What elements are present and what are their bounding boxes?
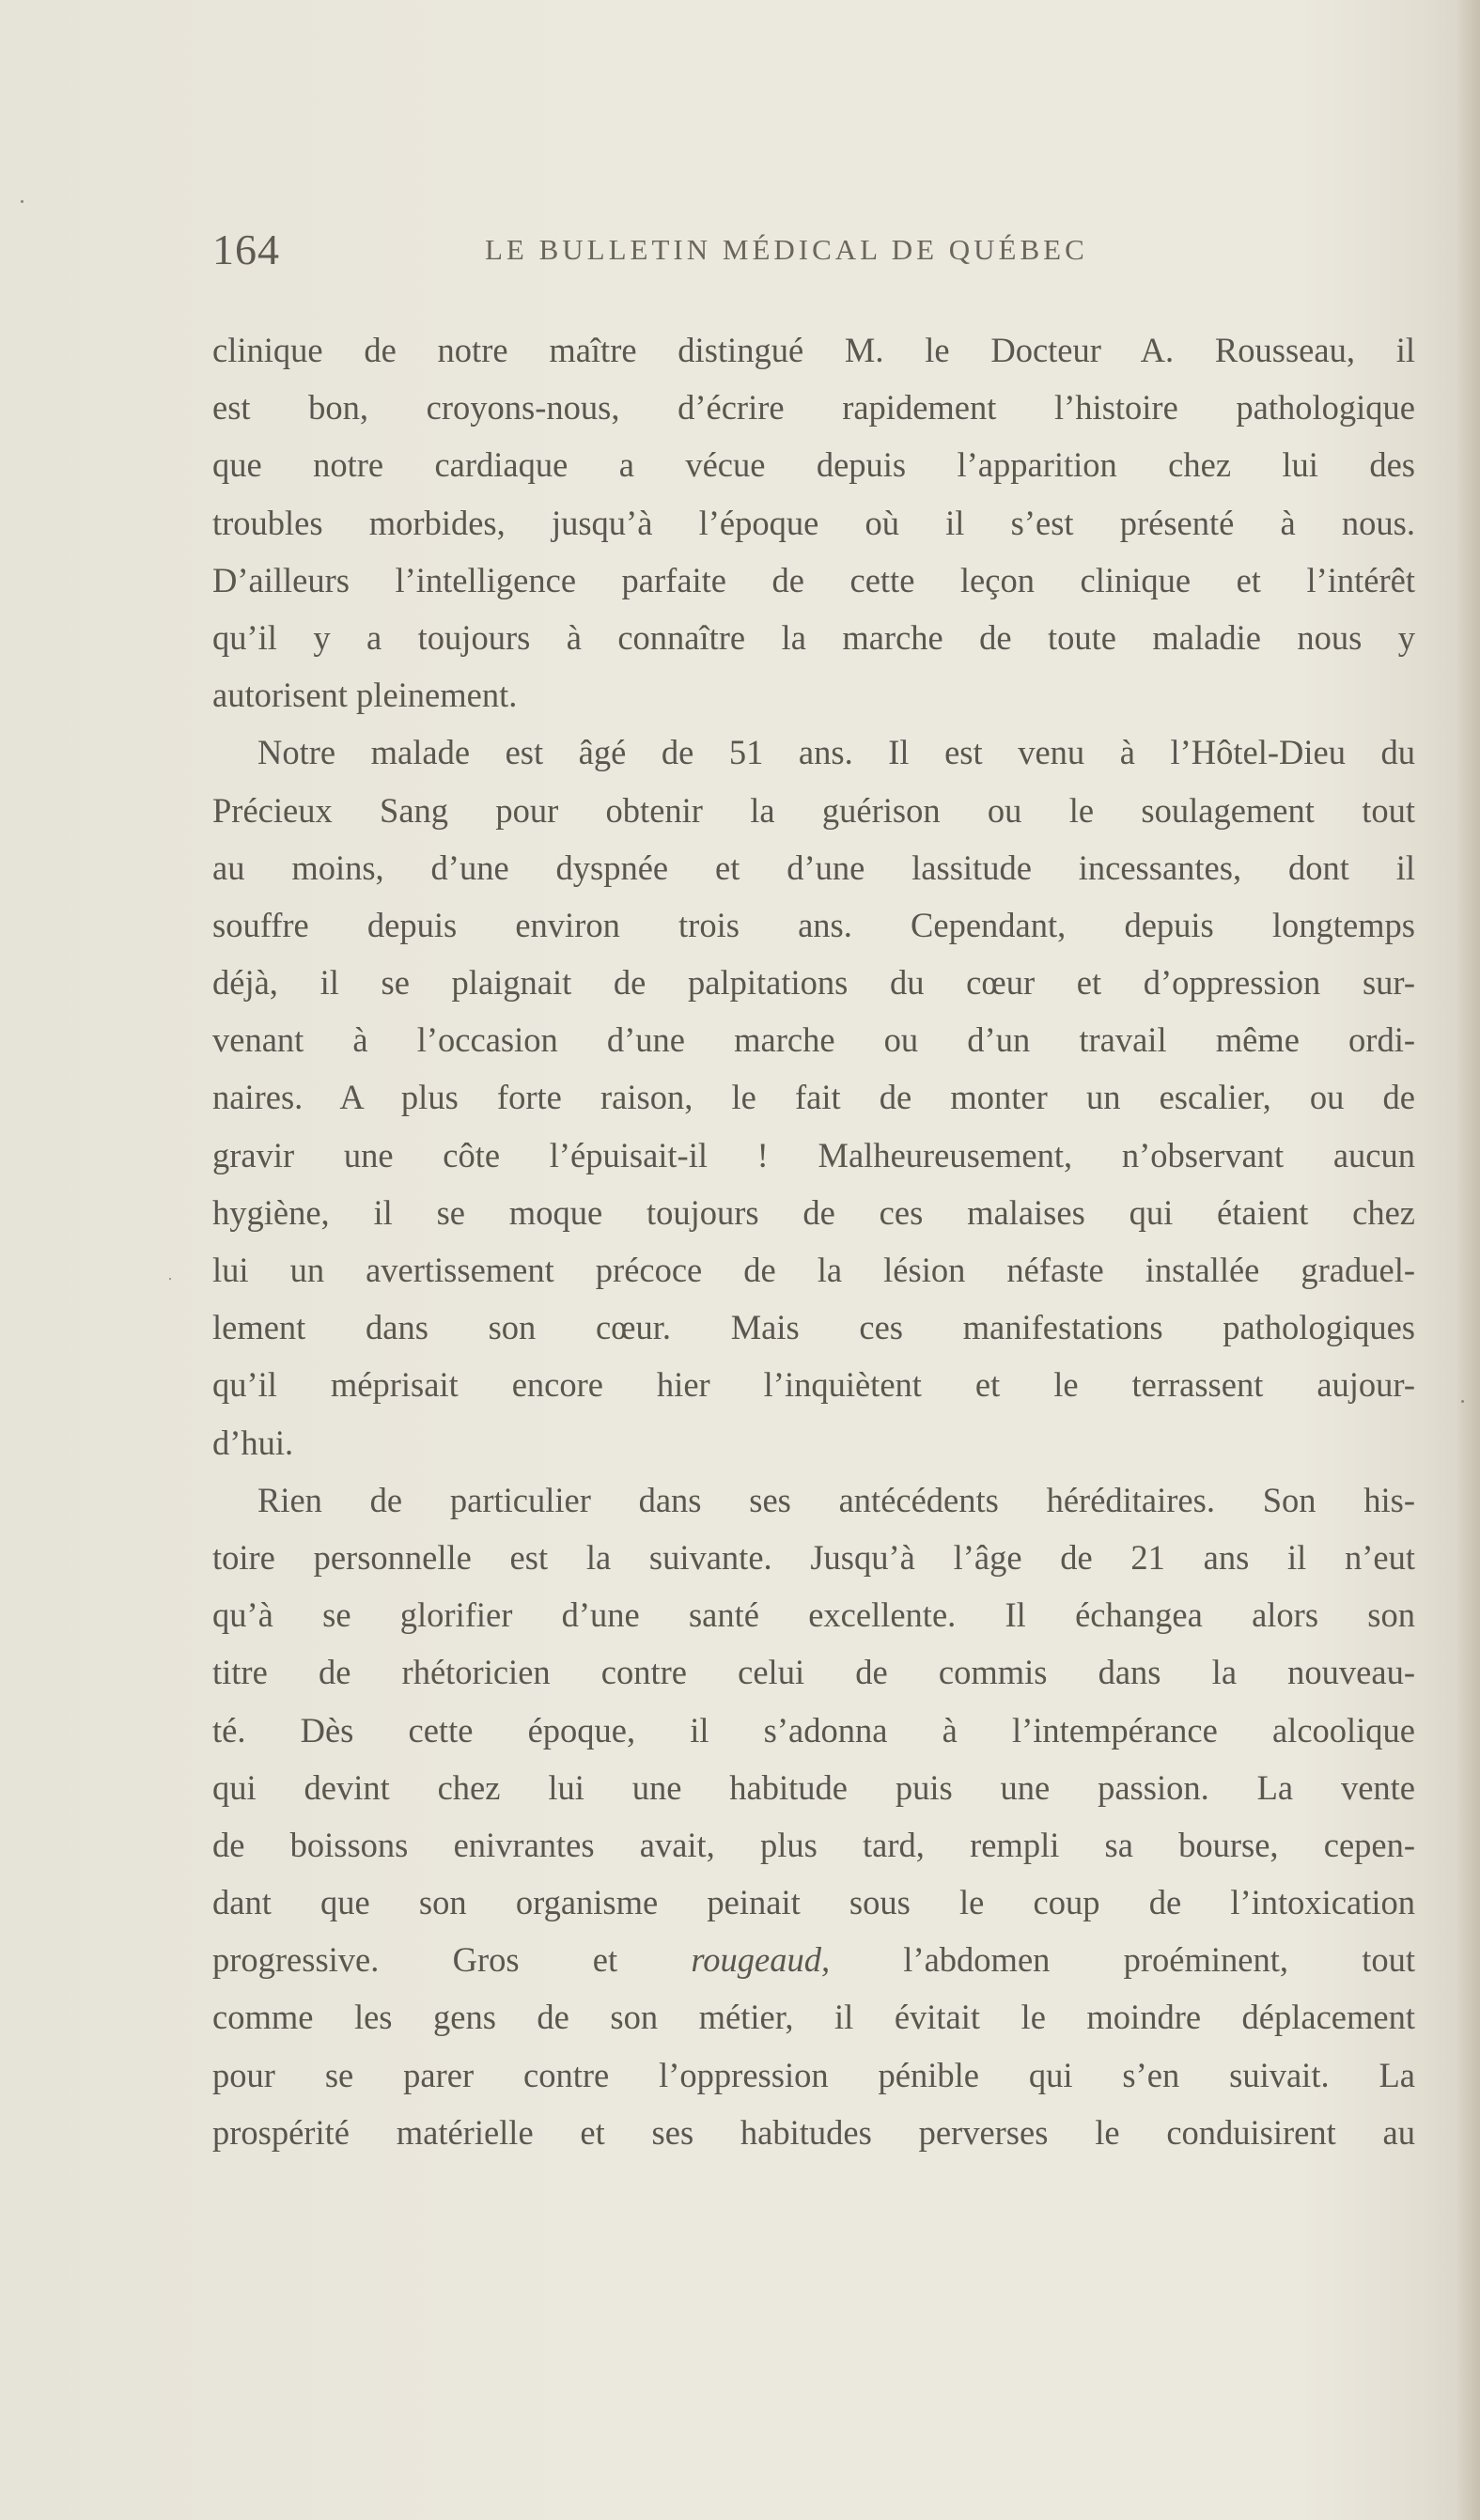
italic-word: rougeaud, — [691, 1940, 831, 1980]
text-line: pour se parer contre l’oppression pénible qui s’en suivait. La — [212, 2055, 1415, 2094]
text-line: troubles morbides, jusqu’à l’époque où il s’est présenté à nous. — [212, 503, 1415, 542]
text-line: Rien de particulier dans ses antécédents héréditaires. Son his- — [257, 1480, 1415, 1519]
text-line: qu’à se glorifier d’une santé excellente. Il échangea alors son — [212, 1595, 1415, 1635]
text-line: autorisent pleinement. — [212, 676, 518, 715]
text-line: au moins, d’une dyspnée et d’une lassitude incessantes, dont il — [212, 848, 1415, 887]
text-line: clinique de notre maître distingué M. le Docteur A. Rousseau, il — [212, 331, 1415, 369]
paper-speck — [1461, 1400, 1464, 1403]
text-line: déjà, il se plaignait de palpitations du cœur et d’oppression sur- — [212, 963, 1415, 1003]
text-line: hygiène, il se moque toujours de ces malaises qui étaient chez — [212, 1192, 1415, 1232]
text-segment: l’abdomen proéminent, tout — [830, 1940, 1415, 1980]
text-line: souffre depuis environ trois ans. Cependant, depuis longtemps — [212, 905, 1415, 944]
text-line: titre de rhétoricien contre celui de commis dans la nouveau- — [212, 1653, 1415, 1692]
page-header — [212, 222, 1415, 278]
text-line-with-italic — [212, 1931, 1415, 1988]
text-line: lement dans son cœur. Mais ces manifestations pathologiques — [212, 1308, 1415, 1347]
text-line: de boissons enivrantes avait, plus tard, rempli sa bourse, cepen- — [212, 1825, 1415, 1864]
page-number: 164 — [212, 226, 280, 273]
text-segment: progressive. Gros et — [212, 1940, 692, 1980]
text-line: dant que son organisme peinait sous le coup de l’intoxication — [212, 1883, 1415, 1922]
text-line: D’ailleurs l’intelligence parfaite de cette leçon clinique et l’intérêt — [212, 560, 1415, 599]
text-line: gravir une côte l’épuisait-il ! Malheureusement, n’observant aucun — [212, 1135, 1415, 1174]
text-line: lui un avertissement précoce de la lésion néfaste installée graduel- — [212, 1251, 1415, 1289]
text-line: naires. A plus forte raison, le fait de monter un escalier, ou de — [212, 1078, 1415, 1117]
body-text — [212, 321, 1415, 2161]
text-line: qu’il y a toujours à connaître la marche de toute maladie nous y — [212, 617, 1415, 657]
text-line: que notre cardiaque a vécue depuis l’apparition chez lui des — [212, 445, 1415, 485]
page-edge-shadow — [1456, 0, 1480, 2520]
text-line: toire personnelle est la suivante. Jusqu’à l’âge de 21 ans il n’eut — [212, 1537, 1415, 1577]
running-title: LE BULLETIN MÉDICAL DE QUÉBEC — [485, 233, 1088, 266]
text-line: prospérité matérielle et ses habitudes perverses le conduisirent au — [212, 2112, 1415, 2152]
text-line: comme les gens de son métier, il évitait le moindre déplacement — [212, 1998, 1415, 2037]
text-line: venant à l’occasion d’une marche ou d’un travail même ordi- — [212, 1020, 1415, 1060]
text-line: d’hui. — [212, 1423, 294, 1462]
paper-speck — [169, 1278, 171, 1280]
text-line: qu’il méprisait encore hier l’inquiètent et le terrassent aujour- — [212, 1365, 1415, 1405]
text-line: est bon, croyons-nous, d’écrire rapidement l’histoire pathologique — [212, 388, 1415, 428]
text-line: té. Dès cette époque, il s’adonna à l’intempérance alcoolique — [212, 1710, 1415, 1750]
text-line: Notre malade est âgé de 51 ans. Il est venu à l’Hôtel-Dieu du — [257, 733, 1415, 772]
text-line: Précieux Sang pour obtenir la guérison ou le soulagement tout — [212, 790, 1415, 830]
paper-speck — [21, 200, 23, 203]
text-line: qui devint chez lui une habitude puis une passion. La vente — [212, 1767, 1415, 1807]
